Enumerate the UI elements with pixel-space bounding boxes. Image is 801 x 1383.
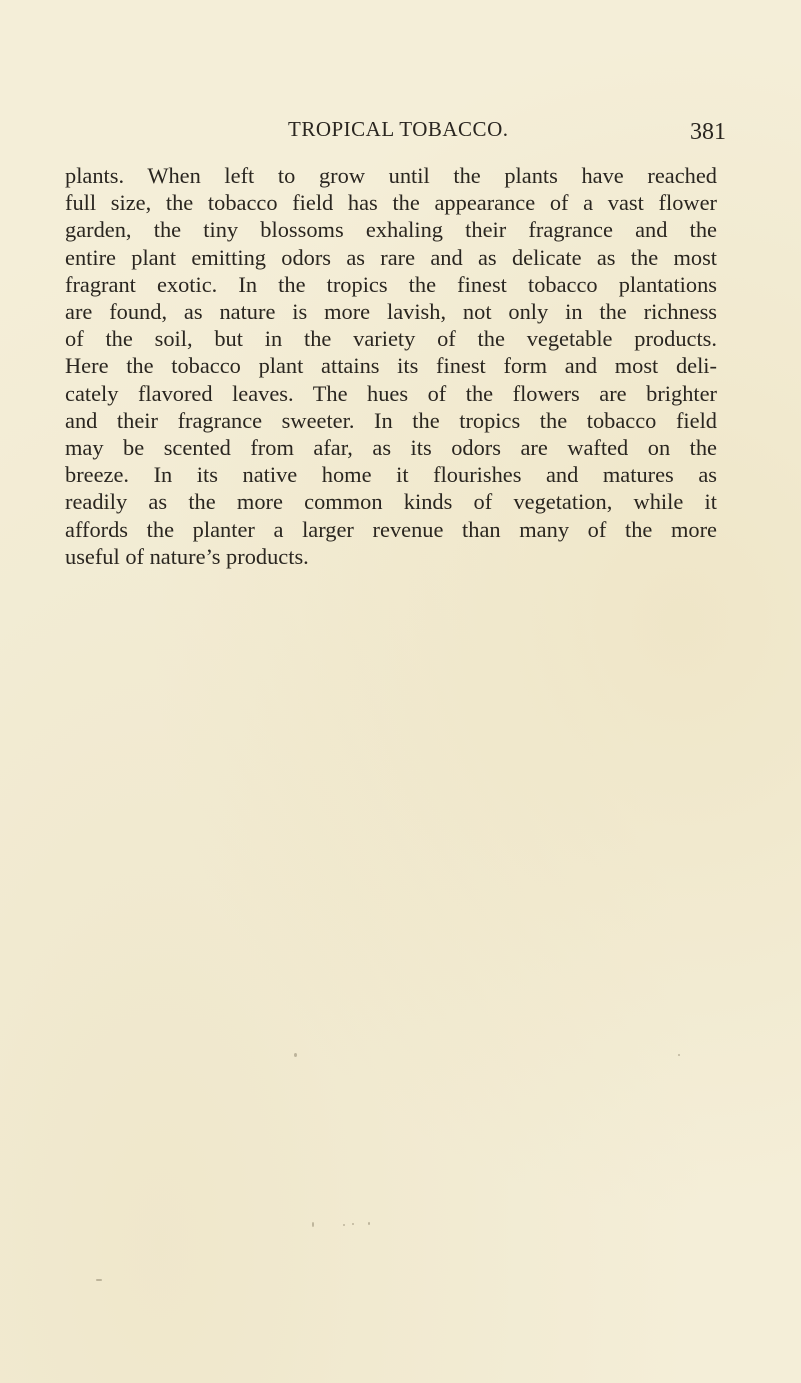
running-title: TROPICAL TOBACCO. [288,117,509,141]
paper-speck [368,1222,370,1225]
page-number: 381 [690,119,726,145]
body-paragraph [65,162,717,570]
text-line: garden, the tiny blossoms exhaling their fragrance and the [65,217,717,243]
text-line: readily as the more common kinds of vegetation, while it [65,489,717,515]
paper-speck [678,1054,680,1056]
paper-speck [343,1224,345,1226]
text-line: breeze. In its native home it flourishes and matures as [65,462,717,488]
text-line: and their fragrance sweeter. In the tropics the tobacco field [65,407,717,433]
text-line: useful of nature’s products. [65,543,309,569]
text-line: affords the planter a larger revenue than many of the more [65,516,717,542]
text-line: Here the tobacco plant attains its finest form and most deli- [65,353,717,379]
text-line: cately flavored leaves. The hues of the flowers are brighter [65,380,717,406]
text-line: may be scented from afar, as its odors are wafted on the [65,435,717,461]
text-line: entire plant emitting odors as rare and as delicate as the most [65,244,717,270]
paper-speck [294,1053,297,1057]
paper-speck [312,1222,314,1227]
paper-speck [96,1279,102,1281]
text-line: fragrant exotic. In the tropics the finest tobacco plantations [65,271,717,297]
text-line: of the soil, but in the variety of the vegetable products. [65,326,717,352]
text-line: full size, the tobacco field has the appearance of a vast flower [65,190,717,216]
text-line: plants. When left to grow until the plants have reached [65,163,717,188]
paper-speck [352,1223,354,1225]
running-head [0,117,801,151]
text-line: are found, as nature is more lavish, not only in the richness [65,299,717,325]
